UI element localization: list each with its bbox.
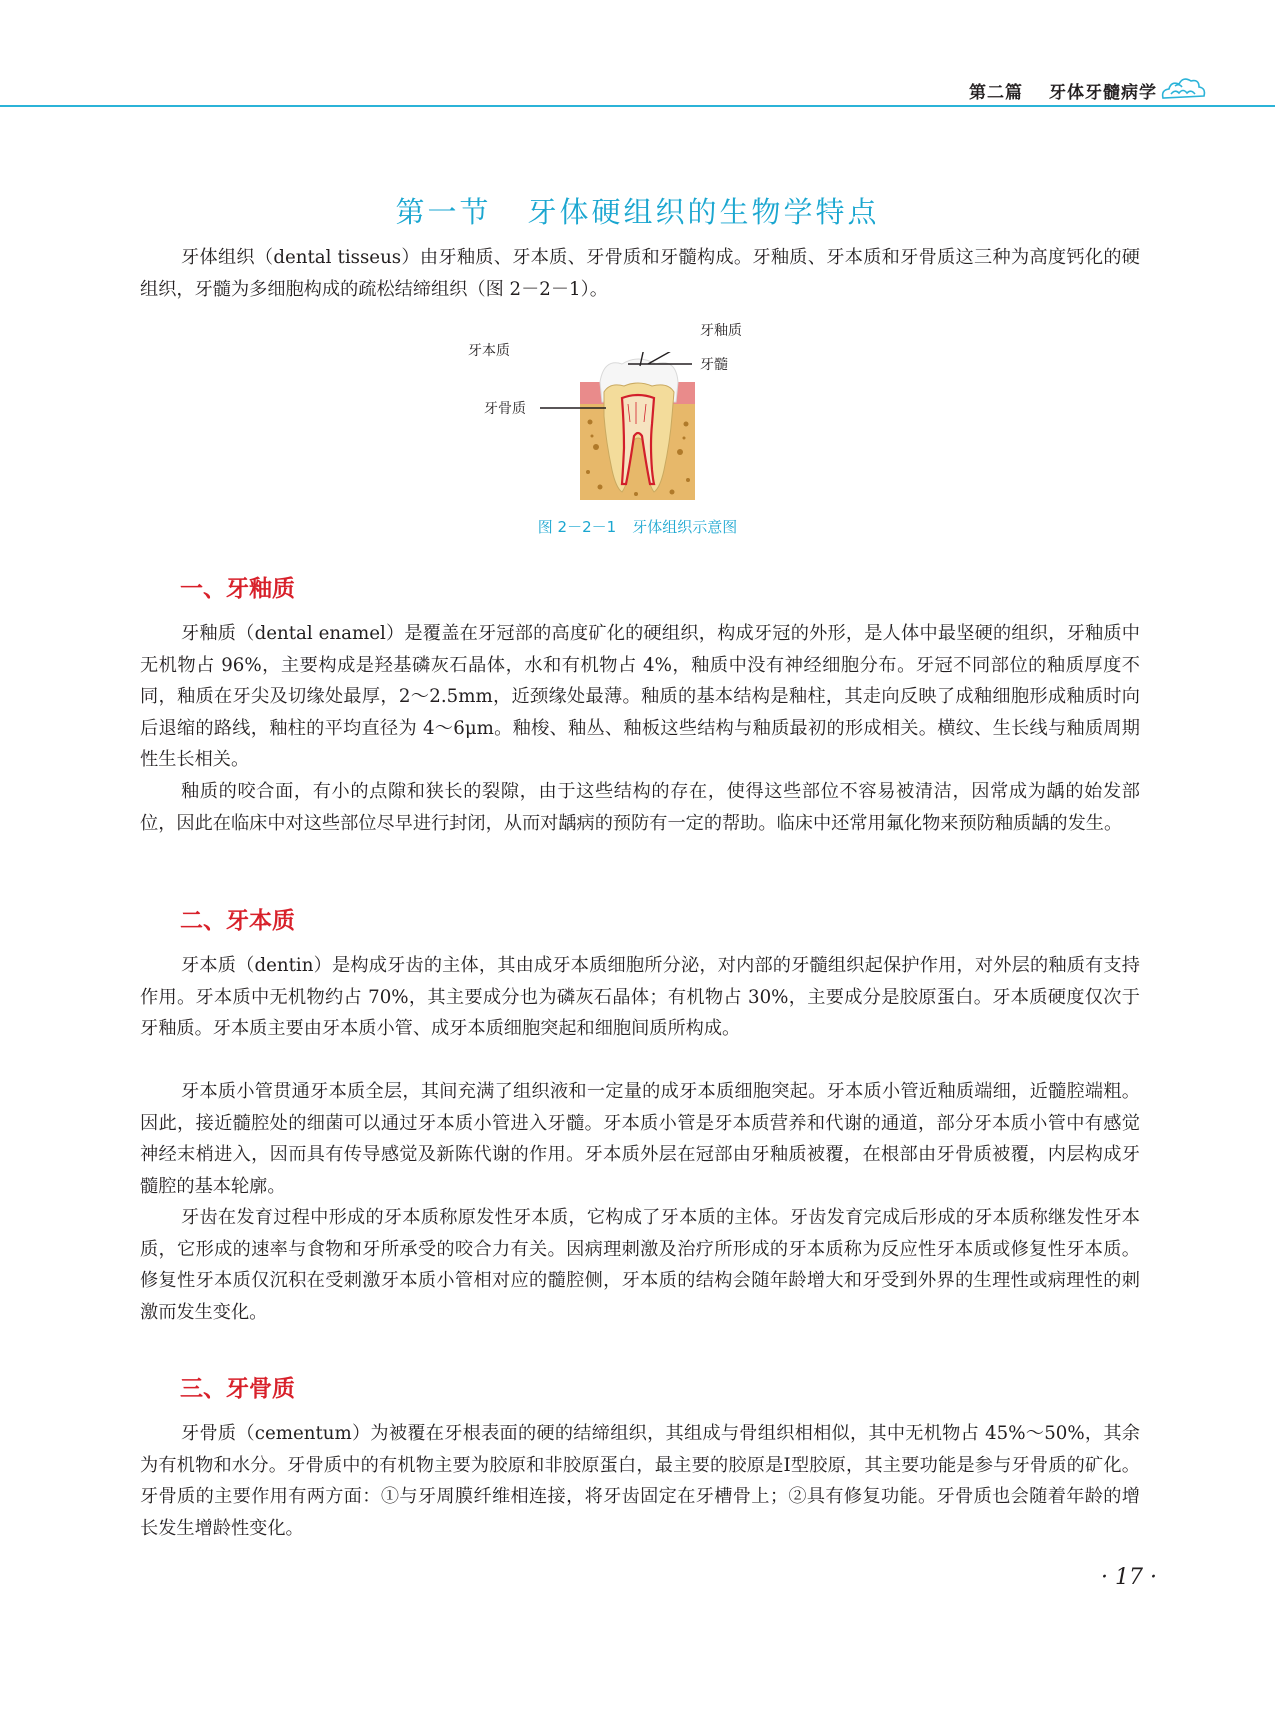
label-enamel: 牙釉质 xyxy=(700,323,742,339)
tooth-diagram xyxy=(468,323,780,502)
header-rule xyxy=(0,105,1275,107)
label-dentin: 牙本质 xyxy=(468,343,510,359)
running-header xyxy=(0,60,1275,106)
running-header-text xyxy=(969,78,1157,103)
enamel-paragraph-2: 釉质的咬合面，有小的点隙和狭长的裂隙，由于这些结构的存在，使得这些部位不容易被清洁，因常成为龋的始发部位，因此在临床中对这些部位尽早进行封闭，从而对龋病的预防有一定的帮助。临床中还常用氟化物来预防釉质龋的发生。 xyxy=(140,781,1140,834)
figure-caption-number: 图 2－2－1 xyxy=(537,518,617,536)
header-part: 第二篇 xyxy=(969,83,1023,103)
heading-enamel: 一、牙釉质 xyxy=(180,576,295,602)
heading-cementum: 三、牙骨质 xyxy=(180,1376,295,1402)
label-cementum: 牙骨质 xyxy=(484,401,526,417)
section-title xyxy=(0,190,1275,231)
enamel-paragraph-1: 牙釉质（dental enamel）是覆盖在牙冠部的高度矿化的硬组织，构成牙冠的外形，是人体中最坚硬的组织，牙釉质中无机物占 96%，主要构成是羟基磷灰石晶体，水和有机物占 4%，釉质中没有神经细胞分布。牙冠不同部位的釉质厚度不同，釉质在牙尖及切缘处最厚，2～2.5mm，近颈缘处最薄。釉质的基本结构是釉柱，其走向反映了成釉细胞形成釉质时向后退缩的路线，釉柱的平均直径为 4～6μm。釉梭、釉丛、釉板这些结构与釉质最初的形成相关。横纹、生长线与釉质周期性生长相关。 xyxy=(140,623,1140,770)
heading-dentin: 二、牙本质 xyxy=(180,908,295,934)
figure-caption xyxy=(0,516,1275,537)
intro-paragraph: 牙体组织（dental tisseus）由牙釉质、牙本质、牙骨质和牙髓构成。牙釉质、牙本质和牙骨质这三种为高度钙化的硬组织，牙髓为多细胞构成的疏松结缔组织（图 2－2－1）。 xyxy=(140,247,1140,300)
figure-caption-text: 牙体组织示意图 xyxy=(632,518,738,536)
header-title: 牙体牙髓病学 xyxy=(1049,83,1157,103)
cementum-paragraph-1: 牙骨质（cementum）为被覆在牙根表面的硬的结缔组织，其组成与骨组织相相似，其中无机物占 45%～50%，其余为有机物和水分。牙骨质中的有机物主要为胶原和非胶原蛋白，最主要的胶原是Ⅰ型胶原，其主要功能是参与牙骨质的矿化。牙骨质的主要作用有两方面：①与牙周膜纤维相连接，将牙齿固定在牙槽骨上；②具有修复功能。牙骨质也会随着年龄的增长发生增龄性变化。 xyxy=(140,1423,1140,1539)
section-title-text: 牙体硬组织的生物学特点 xyxy=(527,195,880,229)
diagram-leader-lines xyxy=(500,352,780,502)
cloud-ornament-icon xyxy=(1159,72,1207,104)
dentin-paragraph-2: 牙本质小管贯通牙本质全层，其间充满了组织液和一定量的成牙本质细胞突起。牙本质小管近釉质端细，近髓腔端粗。因此，接近髓腔处的细菌可以通过牙本质小管进入牙髓。牙本质小管是牙本质营养和代谢的通道，部分牙本质小管中有感觉神经末梢进入，因而具有传导感觉及新陈代谢的作用。牙本质外层在冠部由牙釉质被覆，在根部由牙骨质被覆，内层构成牙髓腔的基本轮廓。 xyxy=(140,1081,1140,1197)
dentin-paragraph-3: 牙齿在发育过程中形成的牙本质称原发性牙本质，它构成了牙本质的主体。牙齿发育完成后形成的牙本质称继发性牙本质，它形成的速率与食物和牙所承受的咬合力有关。因病理刺激及治疗所形成的牙本质称为反应性牙本质或修复性牙本质。修复性牙本质仅沉积在受刺激牙本质小管相对应的髓腔侧，牙本质的结构会随年龄增大和牙受到外界的生理性或病理性的刺激而发生变化。 xyxy=(140,1207,1140,1323)
dentin-paragraph-1: 牙本质（dentin）是构成牙齿的主体，其由成牙本质细胞所分泌，对内部的牙髓组织起保护作用，对外层的釉质有支持作用。牙本质中无机物约占 70%，其主要成分也为磷灰石晶体；有机物占 30%，主要成分是胶原蛋白。牙本质硬度仅次于牙釉质。牙本质主要由牙本质小管、成牙本质细胞突起和细胞间质所构成。 xyxy=(140,955,1140,1039)
label-pulp: 牙髓 xyxy=(700,357,728,373)
section-number: 第一节 xyxy=(395,195,492,229)
page-number: · 17 · xyxy=(1101,1565,1157,1590)
